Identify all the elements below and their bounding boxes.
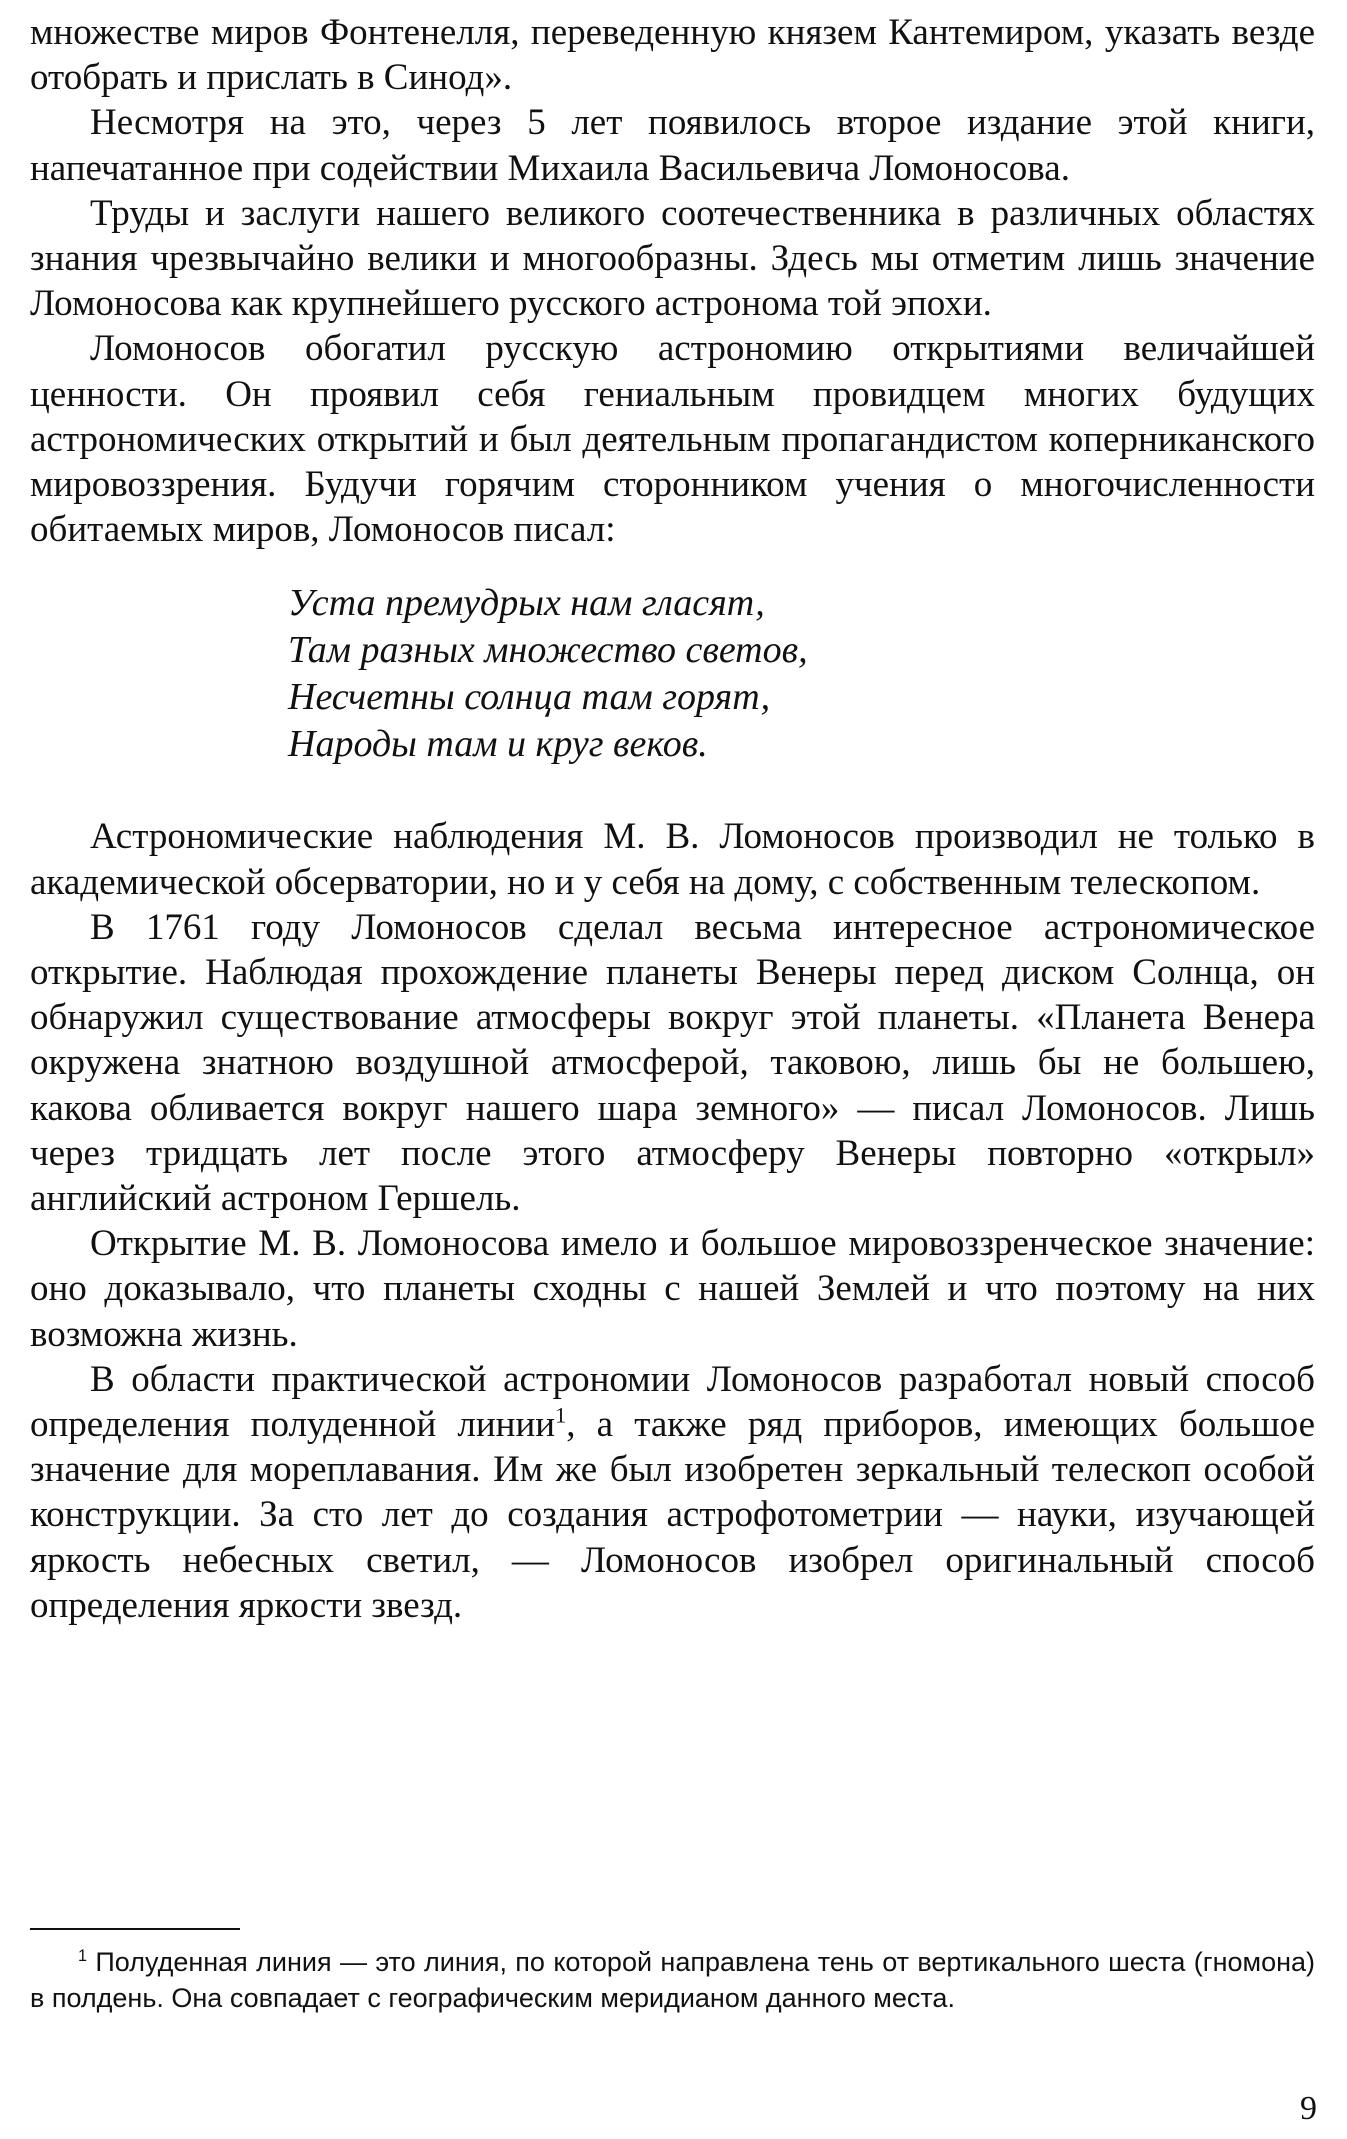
paragraph-discoveries: Ломоносов обогатил русскую астрономию открытиями величайшей ценности. Он проявил себя гениальным провидцем многих будущих астрономических открытий и был деятельным пропагандистом коперниканского мировоззрения. Будучи горячим сторонником учения о многочисленности обитаемых миров, Ломоносов писал: xyxy=(30,328,1315,551)
poem-line: Народы там и круг веков. xyxy=(288,723,708,766)
footnote-text: Полуденная линия — это линия, по которой направлена тень от вертикального шеста (гномона) в полдень. Она совпадает с географическим меридианом данного места. xyxy=(30,1947,1315,2013)
poem-line: Там разных множество светов, xyxy=(288,629,808,672)
footnote-mark: 1 xyxy=(78,1947,88,1965)
paragraph-observations: Астрономические наблюдения М. В. Ломоносов производил не только в академической обсерватории, но и у себя на дому, с собственным телескопом. xyxy=(30,816,1315,903)
paragraph-text-start: В области практической астрономии Ломоносов разработал новый способ определения полуденной линии xyxy=(30,1358,1315,1446)
poem-line: Уста премудрых нам гласят, xyxy=(288,582,765,625)
paragraph-merits: Труды и заслуги нашего великого соотечественника в различных областях знания чрезвычайно велики и многообразны. Здесь мы отметим лишь значение Ломоносова как крупнейшего русского астронома той эпохи. xyxy=(30,192,1315,325)
poem-quote xyxy=(288,580,1315,768)
paragraph-worldview: Открытие М. В. Ломоносова имело и большое мировоззренческое значение: оно доказывало, что планеты сходны с нашей Землей и что поэтому на них возможна жизнь. xyxy=(30,1223,1315,1355)
paragraph-second-edition: Несмотря на это, через 5 лет появилось второе издание этой книги, напечатанное при содействии Михаила Васильевича Ломоносова. xyxy=(30,102,1315,189)
paragraph-practical-astronomy xyxy=(30,1357,1315,1628)
page-body xyxy=(30,10,1315,1628)
paragraph-venus-atmosphere: В 1761 году Ломоносов сделал весьма интересное астрономическое открытие. Наблюдая прохождение планеты Венеры перед диском Солнца, он обнаружил существование атмосферы вокруг этой планеты. «Планета Венера окружена знатною воздушной атмосферой, таковою, лишь бы не большею, какова обливается вокруг нашего шара земного» — писал Ломоносов. Лишь через тридцать лет после этого атмосферу Венеры повторно «открыл» английский астроном Гершель. xyxy=(30,906,1315,1220)
paragraph-continued: множестве миров Фонтенелля, переведенную князем Кантемиром, указать везде отобрать и прислать в Синод». xyxy=(30,12,1315,99)
paragraph-text-end: , а также ряд приборов, имеющих большое значение для мореплавания. Им же был изобретен зеркальный телескоп особой конструкции. За сто лет до создания астрофотометрии — науки, изучающей яркость небесных светил, — Ломоносов изобрел оригинальный способ определения яркости звезд. xyxy=(30,1404,1315,1626)
footnote xyxy=(30,1944,1315,2016)
poem-line: Несчетны солнца там горят, xyxy=(288,676,771,719)
page-number: 9 xyxy=(1300,2090,1317,2127)
footnote-divider xyxy=(30,1928,240,1930)
footnote-reference: 1 xyxy=(555,1402,567,1428)
